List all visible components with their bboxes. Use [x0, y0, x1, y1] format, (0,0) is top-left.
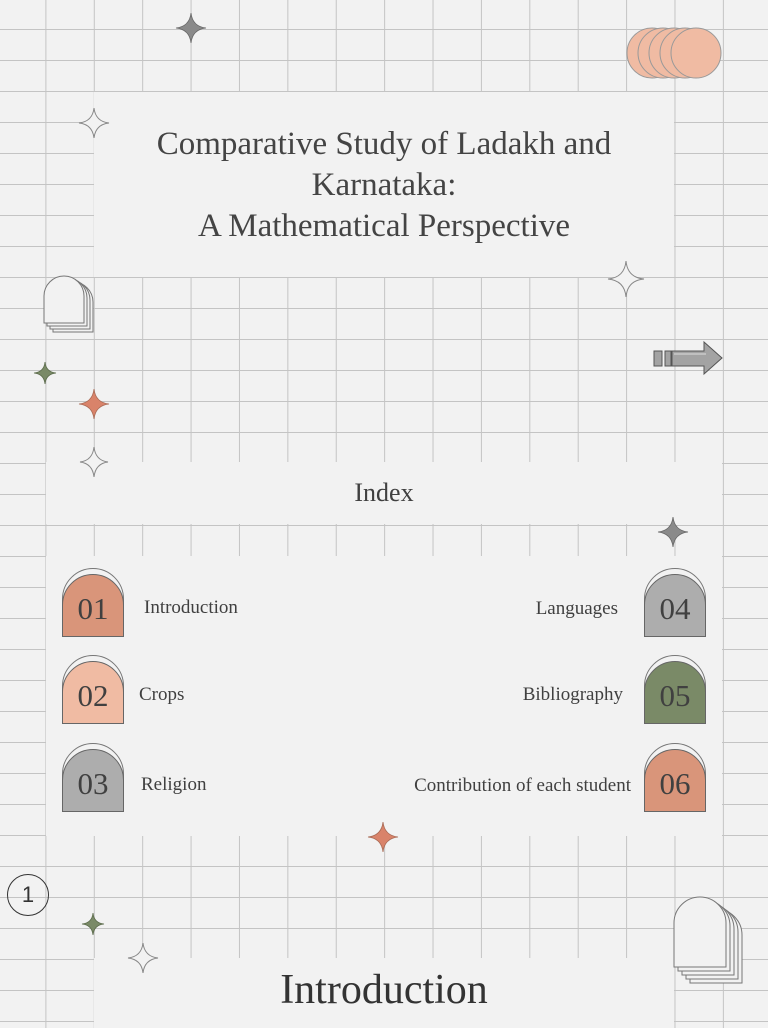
badge-number: 01	[62, 574, 124, 637]
index-item-languages[interactable]: Languages	[535, 598, 618, 619]
badge-number: 04	[644, 574, 706, 637]
badge-number: 05	[644, 661, 706, 724]
arrow-right-icon	[652, 340, 726, 376]
page-title	[94, 124, 674, 247]
index-item-contribution[interactable]: Contribution of each student	[414, 775, 631, 796]
index-item-crops[interactable]: Crops	[139, 684, 185, 705]
index-badge-01[interactable]	[62, 568, 124, 634]
stacked-arch-icon	[674, 893, 746, 987]
title-line-3: A Mathematical Perspective	[197, 208, 571, 244]
sparkle-icon	[79, 108, 109, 138]
sparkle-icon	[608, 261, 644, 297]
index-item-bibliography[interactable]: Bibliography	[522, 684, 623, 705]
sparkle-icon	[34, 362, 56, 384]
stacked-arch-icon	[44, 276, 98, 336]
sparkle-icon	[176, 13, 206, 43]
sparkle-icon	[79, 389, 109, 419]
sparkle-icon	[658, 517, 688, 547]
sparkle-icon	[128, 943, 158, 973]
badge-number: 06	[644, 749, 706, 812]
index-item-introduction[interactable]: Introduction	[144, 597, 238, 618]
index-badge-03[interactable]	[62, 743, 124, 809]
badge-number: 02	[62, 661, 124, 724]
sparkle-icon	[80, 447, 108, 477]
index-title: Index	[354, 478, 414, 507]
title-line-1: Comparative Study of Ladakh and	[156, 126, 612, 162]
stacked-circles-icon	[624, 26, 724, 82]
index-badge-05[interactable]	[644, 655, 706, 721]
index-badge-04[interactable]	[644, 568, 706, 634]
sparkle-icon	[82, 913, 104, 935]
index-badge-02[interactable]	[62, 655, 124, 721]
title-line-2: Karnataka:	[311, 167, 457, 203]
page-number: 1	[7, 874, 49, 916]
index-item-religion[interactable]: Religion	[141, 774, 207, 795]
badge-number: 03	[62, 749, 124, 812]
index-badge-06[interactable]	[644, 743, 706, 809]
section-heading: Introduction	[280, 967, 488, 1013]
sparkle-icon	[368, 822, 398, 852]
